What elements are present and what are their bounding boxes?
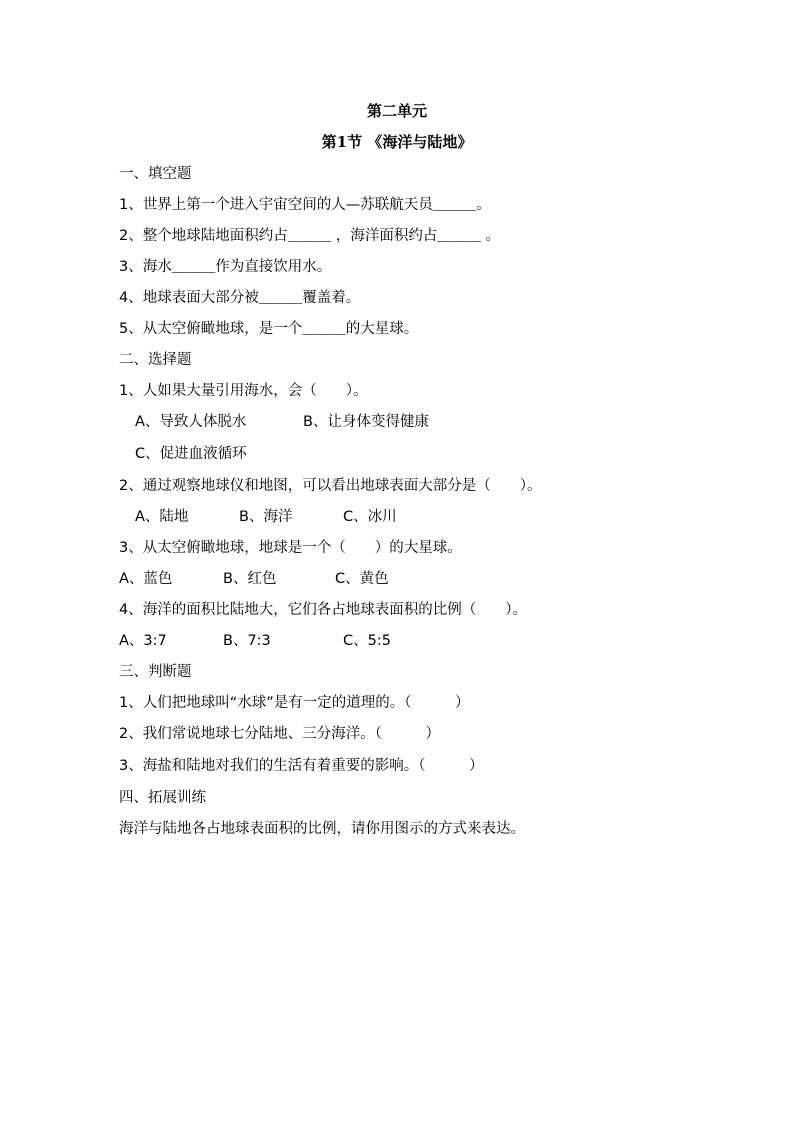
choice-question-3-option-a: A、蓝色: [119, 571, 173, 587]
lesson-title: 第1节 《海洋与陆地》: [321, 133, 473, 151]
choice-question-1-stem: 1、人如果大量引用海水，会（ ）。: [119, 383, 368, 399]
choice-question-4-option-b: B、7:3: [223, 633, 271, 649]
fill-blank-question-2: 2、整个地球陆地面积约占＿＿＿ ，海洋面积约占＿＿＿ 。: [119, 228, 500, 244]
choice-question-4-option-c: C、5:5: [343, 633, 391, 649]
choice-question-2-option-c: C、冰川: [343, 509, 397, 525]
section-heading-extension: 四、拓展训练: [119, 790, 206, 806]
true-false-question-3: 3、海盐和陆地对我们的生活有着重要的影响。（ ）: [119, 758, 484, 774]
choice-question-1-option-c: C、促进血液循环: [135, 446, 247, 462]
true-false-question-1: 1、人们把地球叫“水球”是有一定的道理的。（ ）: [119, 695, 470, 711]
unit-title: 第二单元: [366, 102, 427, 120]
section-heading-multiple-choice: 二、选择题: [119, 352, 192, 368]
choice-question-3-option-c: C、黄色: [335, 571, 389, 587]
choice-question-3-stem: 3、从太空俯瞰地球，地球是一个（ ）的大星球。: [119, 540, 462, 556]
choice-question-2-stem: 2、通过观察地球仪和地图，可以看出地球表面大部分是（ ）。: [119, 478, 542, 494]
section-heading-fill-blank: 一、填空题: [119, 166, 192, 182]
choice-question-1-option-b: B、让身体变得健康: [303, 414, 429, 430]
choice-question-3-option-b: B、红色: [223, 571, 277, 587]
choice-question-1-option-a: A、导致人体脱水: [135, 414, 247, 430]
fill-blank-question-4: 4、地球表面大部分被＿＿＿覆盖着。: [119, 290, 361, 306]
choice-question-4-stem: 4、海洋的面积比陆地大，它们各占地球表面积的比例（ ）。: [119, 602, 527, 618]
fill-blank-question-5: 5、从太空俯瞰地球，是一个＿＿＿的大星球。: [119, 321, 419, 337]
section-heading-true-false: 三、判断题: [119, 664, 192, 680]
extension-task: 海洋与陆地各占地球表面积的比例，请你用图示的方式来表达。: [119, 821, 525, 837]
fill-blank-question-1: 1、世界上第一个进入宇宙空间的人—苏联航天员＿＿＿。: [119, 197, 491, 213]
true-false-question-2: 2、我们常说地球七分陆地、三分海洋。（ ）: [119, 726, 440, 742]
fill-blank-question-3: 3、海水＿＿＿作为直接饮用水。: [119, 259, 332, 275]
choice-question-2-option-a: A、陆地: [135, 509, 189, 525]
choice-question-2-option-b: B、海洋: [239, 509, 293, 525]
choice-question-4-option-a: A、3:7: [119, 633, 167, 649]
